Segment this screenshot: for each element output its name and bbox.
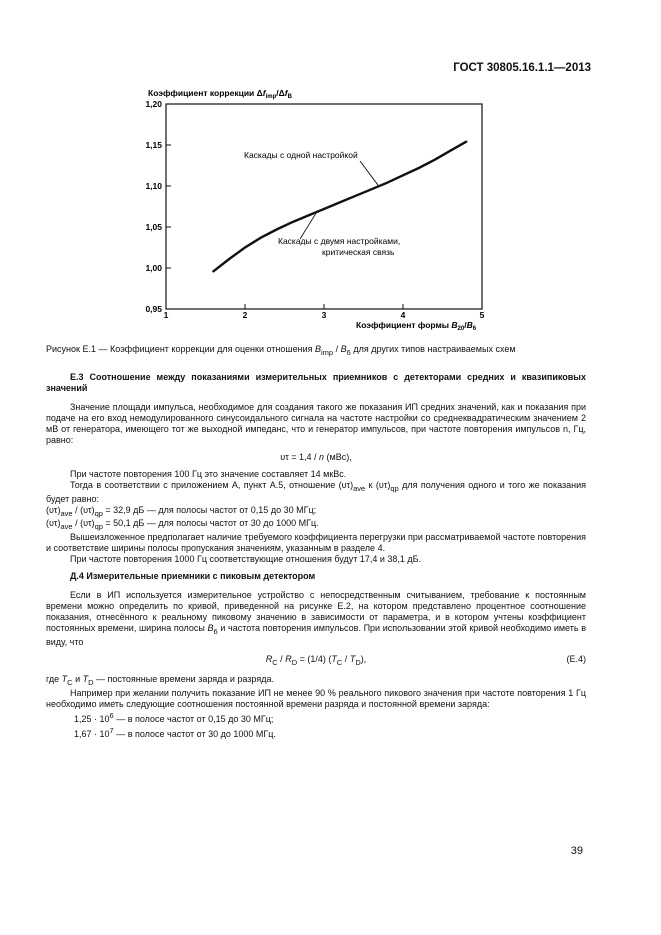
section-e4-paragraph-1: Если в ИП используется измерительное устройство с непосредственным считыванием, требование к постоянным времени можно определить по кривой, приведенной на рисунке Е.2, на котором представлено процентное соотношение показания, отнесённого к реальному пиковому значению в зависимости от параметра, и в котором учтены коэффициент постоянных времени, ширина полосы $B_6$ и частота повторения импульсов. При использовании этой кривой необходимо иметь в виду, что xyxy=(46,590,586,647)
chart-frame xyxy=(166,104,482,309)
equation-number: (Е.4) xyxy=(566,653,586,664)
y-tick-label: 0,95 xyxy=(145,304,162,314)
chart-xlabel: Коэффициент формы $B_{20}/B_6$ xyxy=(356,320,477,332)
list-item-2: $1,67 \cdot 10^7$ — в полосе частот от 30 до 1000 МГц. xyxy=(74,725,276,739)
page-number: 39 xyxy=(570,845,583,857)
y-tick-label: 1,10 xyxy=(145,181,162,191)
annotation-leader-single xyxy=(360,161,379,187)
y-tick-label: 1,00 xyxy=(145,263,162,273)
annotation-double-tuning-line2: критическая связь xyxy=(322,247,395,257)
section-e3-paragraph-3: Тогда в соответствии с приложением А, пункт А.5, отношение $(\upsilon\tau)_{ave}$ к $(\upsilon\tau)_{qp}$ для получения одного и того же показания будет равно: xyxy=(46,479,586,504)
section-e4-paragraph-3: Например при желании получить показание ИП не менее 90 % реального пикового значения при частоте повторения 1 Гц необходимо иметь следующие соотношения постоянной времени разряда и постоянной времени заряда: xyxy=(46,687,586,709)
chart-ylabel: Коэффициент коррекции $\Delta f_{imp}/\Delta f_B$ xyxy=(148,88,292,100)
x-tick-label: 4 xyxy=(400,310,406,320)
section-e3-paragraph-2: При частоте повторения 100 Гц это значение составляет 14 мкВс. xyxy=(70,468,347,479)
equation-e4: $R_C / R_D = (1/4)$ $(T_C / T_D)$, (Е.4) xyxy=(265,653,586,667)
figure-caption: Рисунок Е.1 — Коэффициент коррекции для оценки отношения $B_{imp} / B_6$ для других типов настраиваемых схем xyxy=(46,344,516,357)
list-item-1: $1,25 \cdot 10^6$ — в полосе частот от 0,15 до 30 МГц; xyxy=(74,710,274,724)
formula-pulse-area: υτ = 1,4 / n (мВс), xyxy=(280,451,352,462)
y-tick-label: 1,15 xyxy=(145,140,162,150)
x-tick-label: 2 xyxy=(242,310,248,320)
document-header: ГОСТ 30805.16.1.1—2013 xyxy=(453,62,591,74)
document-body xyxy=(46,344,586,740)
section-e4-paragraph-2: где $T_C$ и $T_D$ — постоянные времени заряда и разряда. xyxy=(46,673,274,687)
x-tick-label: 5 xyxy=(479,310,485,320)
ratio-line-2: $(\upsilon\tau)_{ave} / (\upsilon\tau)_{qp} = 50,1$ дБ — для полосы частот от 30 до 1000 МГц. xyxy=(46,518,319,532)
ratio-line-1: $(\upsilon\tau)_{ave} / (\upsilon\tau)_{qp} = 32,9$ дБ — для полосы частот от 0,15 до 30 МГц; xyxy=(46,504,317,518)
x-tick-label: 3 xyxy=(321,310,327,320)
section-e3-paragraph-5: При частоте повторения 1000 Гц соответствующие отношения будут 17,4 и 38,1 дБ. xyxy=(70,554,422,565)
section-e3-paragraph-1: Значение площади импульса, необходимое для создания такого же показания ИП средних значений, как и показания при подаче на его вход немодулированного синусоидального сигнала на частоте настройки со среднеквадратическим значением 2 мВ от генератора, имеющего тот же выходной импеданс, что и генератор импульсов, при частоте повторения импульсов n, Гц, равно: xyxy=(46,401,586,445)
annotation-single-tuning: Каскады с одной настройкой xyxy=(244,150,358,160)
annotation-double-tuning: Каскады с двумя настройками, xyxy=(278,236,401,246)
y-tick-label: 1,20 xyxy=(145,99,162,109)
chart-ticks xyxy=(145,99,484,320)
x-tick-label: 1 xyxy=(163,310,169,320)
correction-factor-chart xyxy=(0,0,661,340)
section-e3-heading: Е.3 Соотношение между показаниями измерительных приемников с детекторами средних и квазипиковых значений xyxy=(46,371,586,393)
y-tick-label: 1,05 xyxy=(145,222,162,232)
section-e3-paragraph-4: Вышеизложенное предполагает наличие требуемого коэффициента перегрузки при рассматриваемой частоте повторения и соответствие ширины полосы пропускания значениям, указанным в разделе 4. xyxy=(46,532,586,554)
section-e4-heading: Д.4 Измерительные приемники с пиковым детектором xyxy=(70,571,316,582)
